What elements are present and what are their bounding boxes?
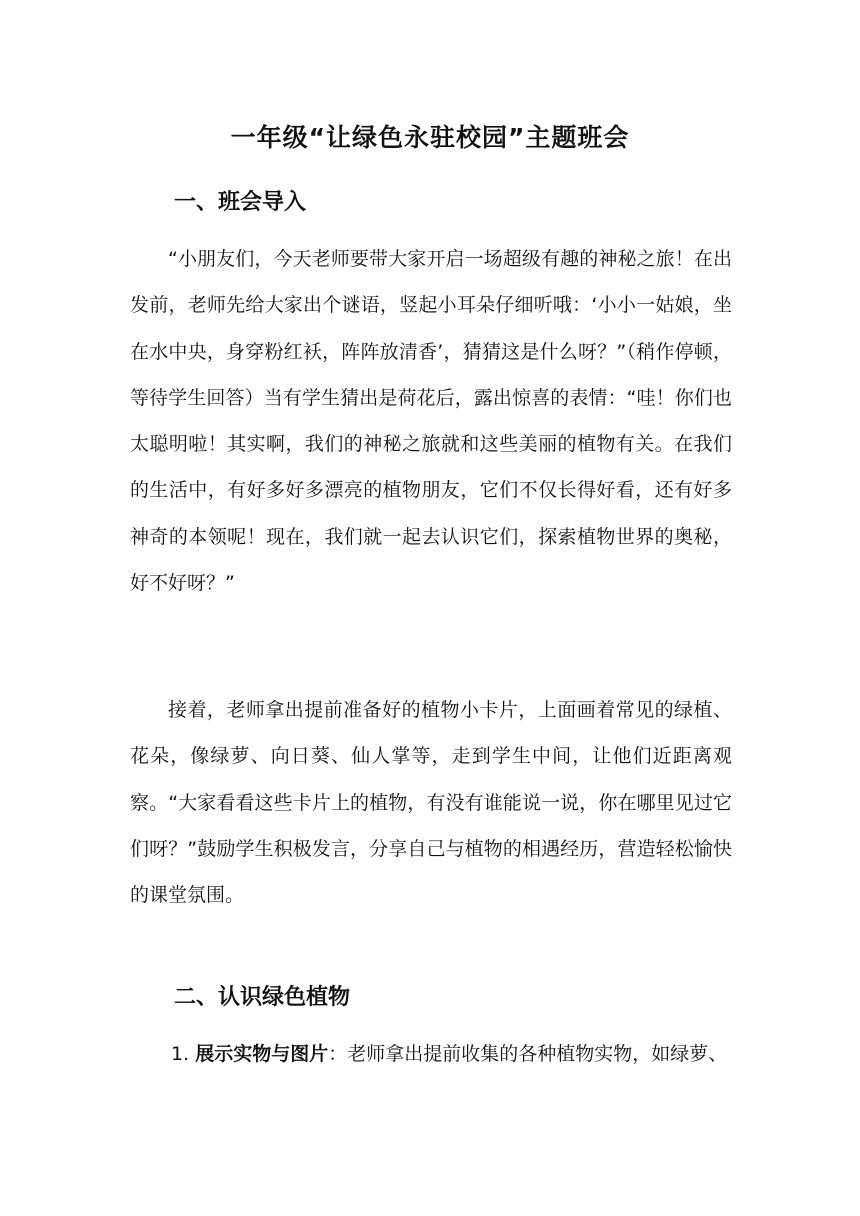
list-item-label: 展示实物与图片: [195, 1043, 329, 1065]
section-heading-intro: 一、班会导入: [174, 190, 307, 215]
document-title: 一年级“让绿色永驻校园”主题班会: [230, 123, 630, 152]
intro-paragraph-2: 接着，老师拿出提前准备好的植物小卡片，上面画着常见的绿植、花朵，像绿萝、向日葵、仙人掌等，走到学生中间，让他们近距离观察。“大家看看这些卡片上的植物，有没有谁能说一说，你在哪里见过它们呀？”鼓励学生积极发言，分享自己与植物的相遇经历，营造轻松愉快的课堂氛围。: [130, 699, 732, 907]
intro-paragraph-1: “小朋友们，今天老师要带大家开启一场超级有趣的神秘之旅！在出发前，老师先给大家出个谜语，竖起小耳朵仔细听哦：‘小小一姑娘，坐在水中央，身穿粉红袄，阵阵放清香’，猜猜这是什么呀？”（稍作停顿，等待学生回答）当有学生猜出是荷花后，露出惊喜的表情：“哇！你们也太聪明啦！其实啊，我们的神秘之旅就和这些美丽的植物有关。在我们的生活中，有好多好多漂亮的植物朋友，它们不仅长得好看，还有好多神奇的本领呢！现在，我们就一起去认识它们，探索植物世界的奥秘，好不好呀？”: [130, 248, 732, 595]
section-heading-plants: 二、认识绿色植物: [174, 985, 351, 1010]
list-item-number: 1.: [171, 1043, 190, 1065]
list-item: [171, 1039, 736, 1069]
list-item-text: ：老师拿出提前收集的各种植物实物，如绿萝、: [328, 1043, 728, 1065]
